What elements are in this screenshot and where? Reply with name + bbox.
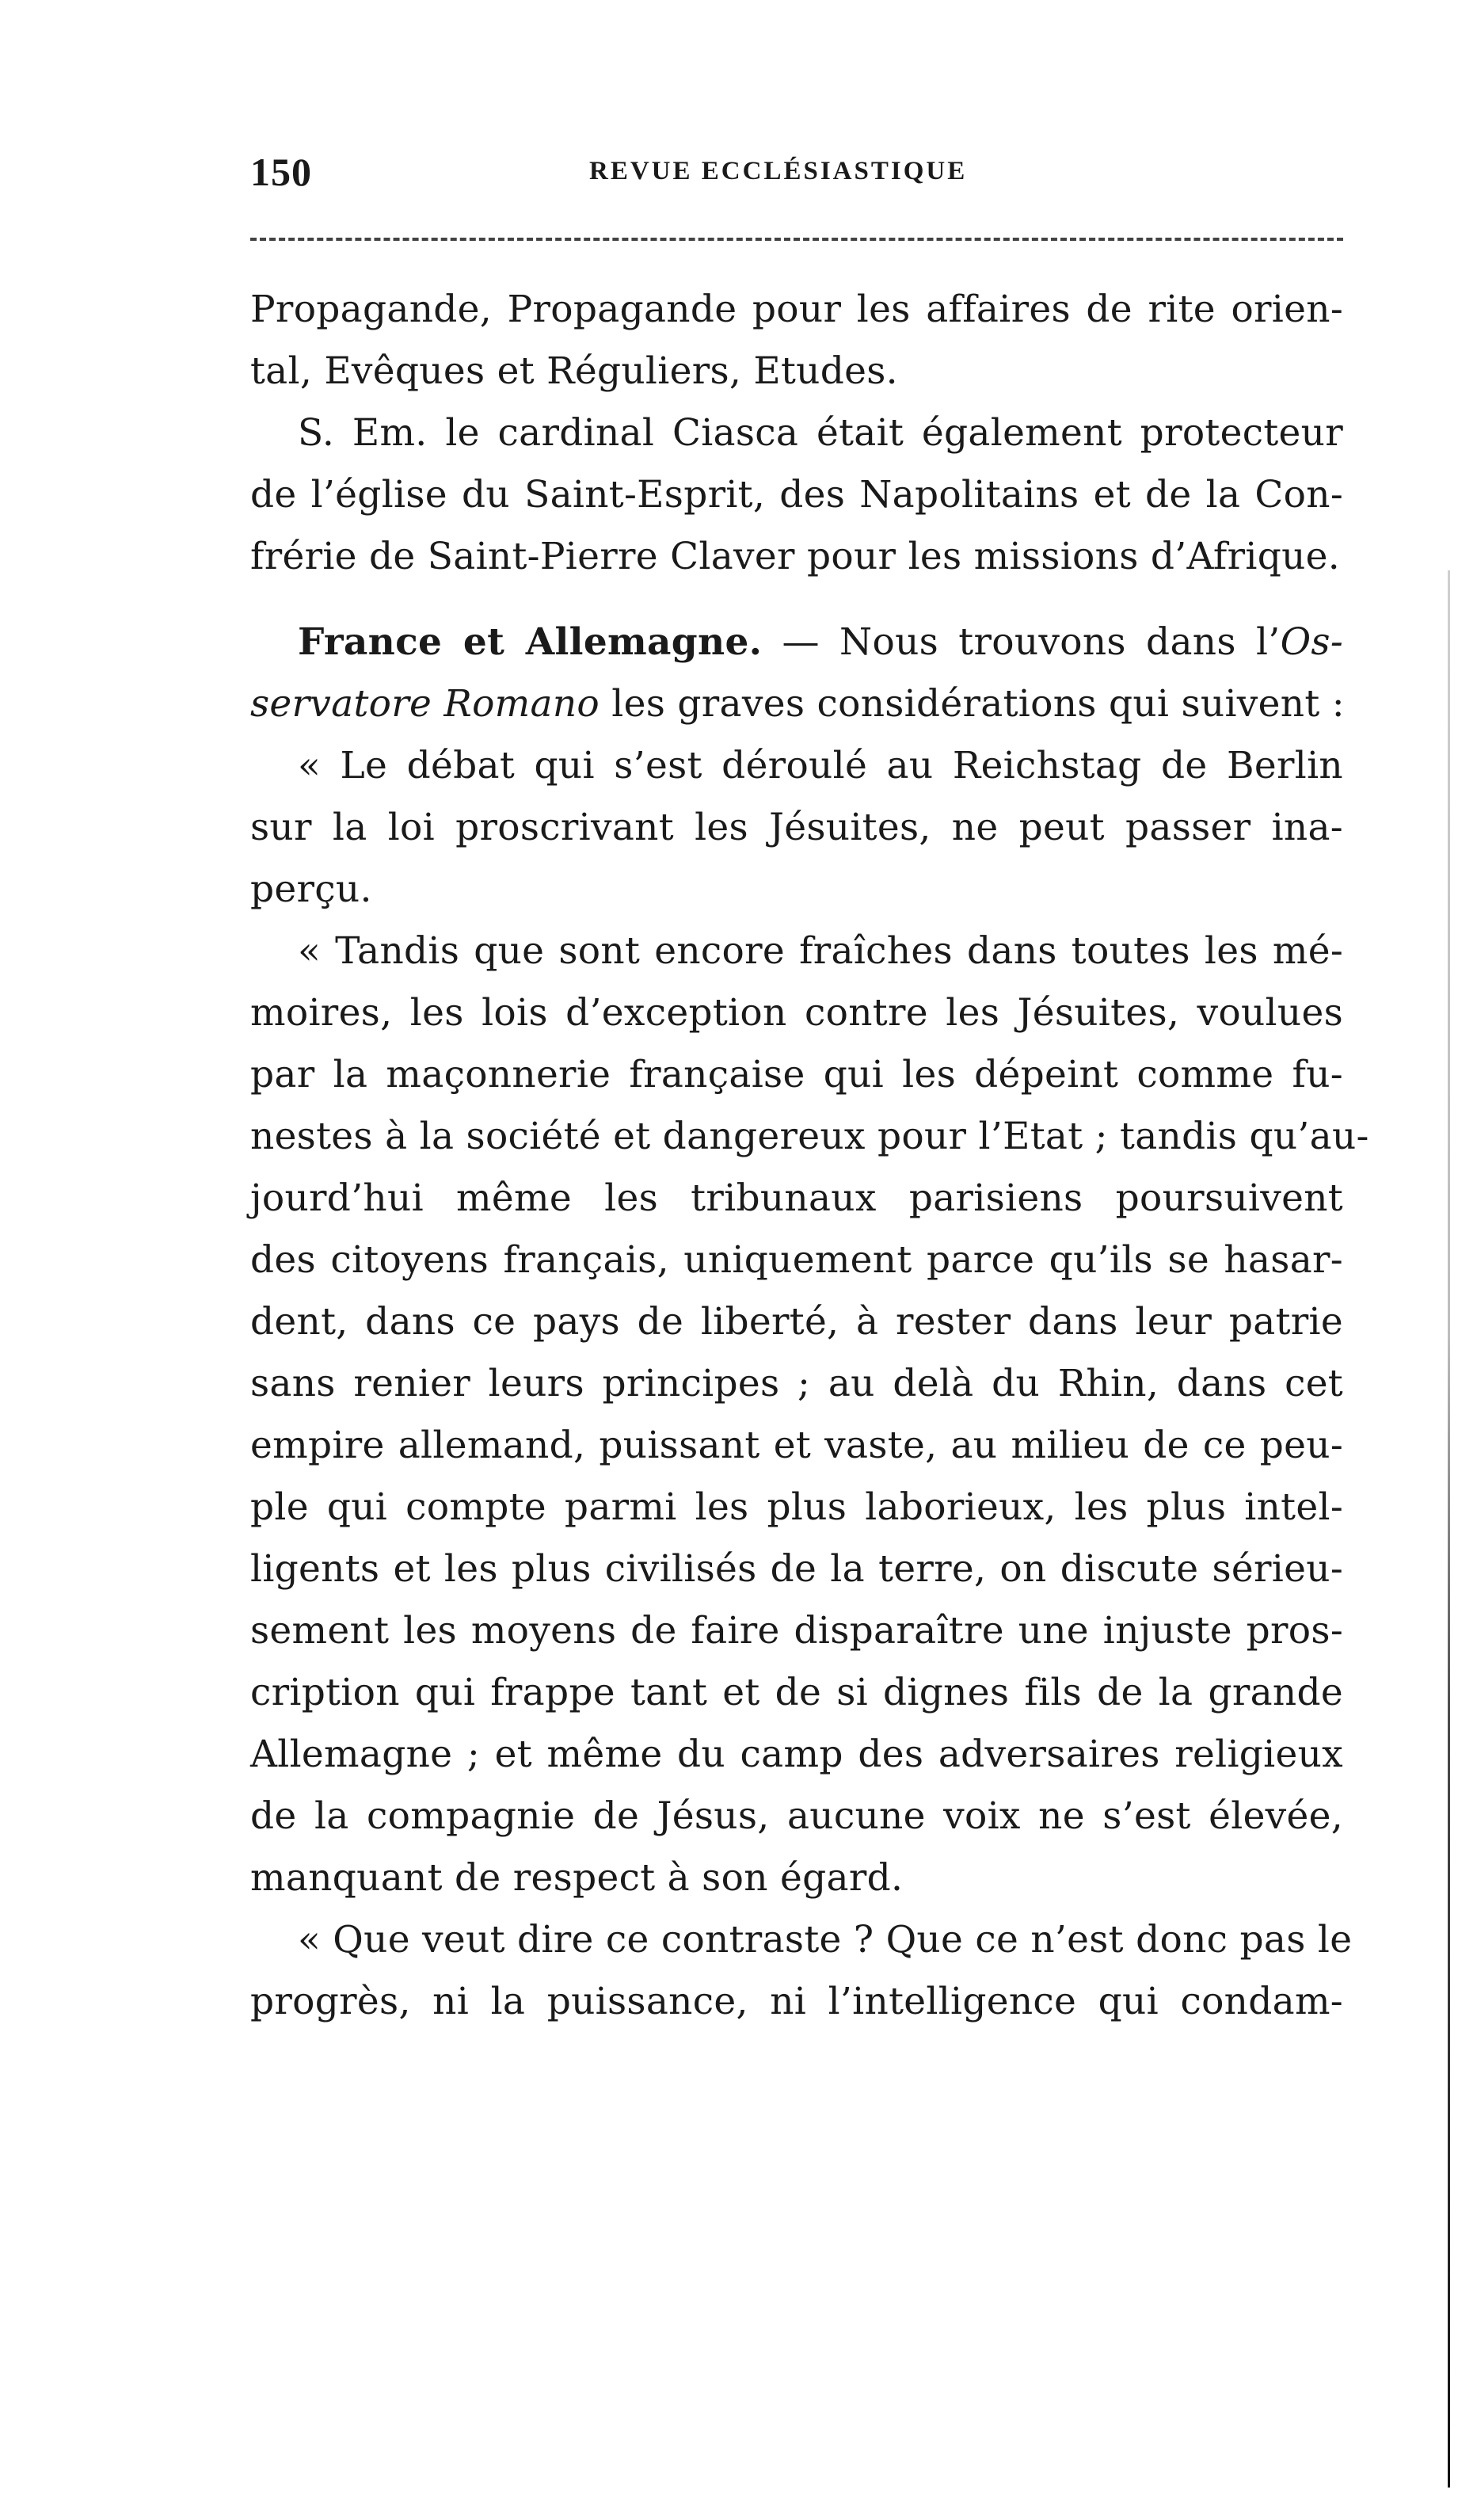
text-line: sur la loi proscrivant les Jésuites, ne peut passer ina- (250, 806, 1343, 849)
text-line: ligents et les plus civilisés de la terre, on discute sérieu- (250, 1547, 1343, 1591)
text-line: S. Em. le cardinal Ciasca était également protecteur (298, 411, 1343, 455)
text-line: nestes à la société et dangereux pour l’Etat ; tandis qu’au- (250, 1115, 1369, 1158)
text-line: Propagande, Propagande pour les affaires de rite orien- (250, 288, 1343, 331)
text-line: de la compagnie de Jésus, aucune voix ne s’est élevée, (250, 1794, 1343, 1838)
text-line: manquant de respect à son égard. (250, 1856, 904, 1900)
text-line: sans renier leurs principes ; au delà du Rhin, dans cet (250, 1362, 1343, 1405)
text-line: sement les moyens de faire disparaître une injuste pros- (250, 1609, 1343, 1653)
text-line: « Le débat qui s’est déroulé au Reichstag de Berlin (298, 744, 1343, 787)
text-line: frérie de Saint-Pierre Claver pour les missions d’Afrique. (250, 535, 1341, 578)
header-rule (250, 238, 1343, 241)
section-heading: France et Allemagne. (298, 620, 763, 664)
text-line: moires, les lois d’exception contre les Jésuites, voulues (250, 991, 1343, 1035)
section-heading-line: France et Allemagne. — Nous trouvons dans l’Os- (298, 620, 1343, 664)
page-number: 150 (250, 150, 312, 194)
text-line: par la maçonnerie française qui les dépeint comme fu- (250, 1053, 1343, 1096)
text-line: tal, Evêques et Réguliers, Etudes. (250, 349, 898, 393)
newspaper-title: servatore Romano (250, 682, 600, 726)
text-line: ple qui compte parmi les plus laborieux, les plus intel- (250, 1485, 1343, 1529)
text-line: perçu. (250, 867, 372, 911)
text-line: empire allemand, puissant et vaste, au milieu de ce peu- (250, 1424, 1343, 1467)
text-line: « Que veut dire ce contraste ? Que ce n’est donc pas le (298, 1918, 1353, 1961)
text-line: Allemagne ; et même du camp des adversaires religieux (250, 1733, 1343, 1776)
text-line: dent, dans ce pays de liberté, à rester dans leur patrie (250, 1300, 1343, 1344)
text-line: progrès, ni la puissance, ni l’intelligence qui condam- (250, 1980, 1343, 2023)
running-title: REVUE ECCLÉSIASTIQUE (589, 157, 968, 185)
text-line: « Tandis que sont encore fraîches dans toutes les mé- (298, 929, 1343, 973)
text-line: cription qui frappe tant et de si dignes fils de la grande (250, 1671, 1343, 1714)
text-line: des citoyens français, uniquement parce qu’ils se hasar- (250, 1238, 1343, 1282)
text-line: servatore Romano les graves considérations qui suivent : (250, 682, 1345, 726)
page-edge-line (1448, 570, 1450, 2488)
text-line: jourd’hui même les tribunaux parisiens poursuivent (250, 1176, 1343, 1220)
text-line: de l’église du Saint-Esprit, des Napolitains et de la Con- (250, 473, 1343, 517)
